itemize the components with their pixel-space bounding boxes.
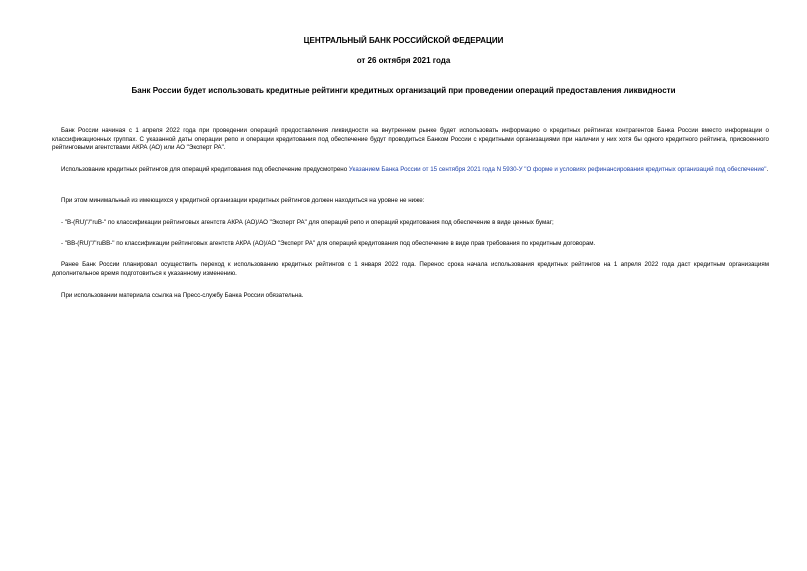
decree-link[interactable]: Указанием Банка России от 15 сентября 2021 года N 5930-У "О форме и условиях рефинансирования кредитных организаций под обеспечение" — [348, 166, 767, 173]
paragraph-4-text: Ранее Банк России планировал осуществить переход к использованию кредитных рейтингов с 1 января 2022 года. Перенос срока начала использования кредитных рейтингов на 1 апреля 2022 года даст кредитным организациям дополнительное время подготовиться к указанному изменению. — [52, 261, 769, 277]
paragraph-4 — [52, 261, 769, 278]
rating-bullet-1 — [52, 219, 769, 228]
paragraph-3 — [52, 197, 769, 206]
rating-bullet-1-text: - "B-(RU)"/"ruB-" по классификации рейтинговых агентств АКРА (АО)/АО "Эксперт РА" для операций репо и операций кредитования под обеспечение в виде ценных бумаг; — [61, 219, 554, 226]
document-date: от 26 октября 2021 года — [356, 56, 451, 65]
paragraph-5-text: При использовании материала ссылка на Пресс-службу Банка России обязательна. — [61, 292, 304, 299]
paragraph-1-text: Банк России начиная с 1 апреля 2022 года при проведении операций предоставления ликвидности на внутреннем рынке будет использовать информацию о кредитных рейтингах контрагентов Банка России вместо информации о классификационных группах. С указанной даты операции репо и операции кредитования под обеспечение будут проводиться Банком России с кредитными организациями при наличии у них хотя бы одного кредитного рейтинга, присвоенного рейтинговыми агентствами АКРА (АО) или АО "Эксперт РА". — [52, 127, 769, 152]
paragraph-2 — [52, 166, 769, 175]
paragraph-5 — [52, 292, 769, 301]
rating-bullet-2 — [52, 240, 769, 249]
document-title: Банк России будет использовать кредитные рейтинги кредитных организаций при проведении операций предоставления ликвидности — [131, 86, 676, 95]
paragraph-3-text: При этом минимальный из имеющихся у кредитной организации кредитных рейтингов должен находиться на уровне не ниже: — [61, 197, 425, 204]
paragraph-2-prefix: Использование кредитных рейтингов для операций кредитования под обеспечение предусмотрено — [61, 166, 349, 173]
organization-title: ЦЕНТРАЛЬНЫЙ БАНК РОССИЙСКОЙ ФЕДЕРАЦИИ — [303, 36, 504, 45]
paragraph-1 — [52, 127, 769, 153]
rating-bullet-2-text: - "BB-(RU)"/"ruBB-" по классификации рейтинговых агентств АКРА (АО)/АО "Эксперт РА" для операций кредитования под обеспечение в виде прав требования по кредитным договорам. — [61, 240, 596, 247]
paragraph-2-suffix: . — [766, 166, 769, 173]
